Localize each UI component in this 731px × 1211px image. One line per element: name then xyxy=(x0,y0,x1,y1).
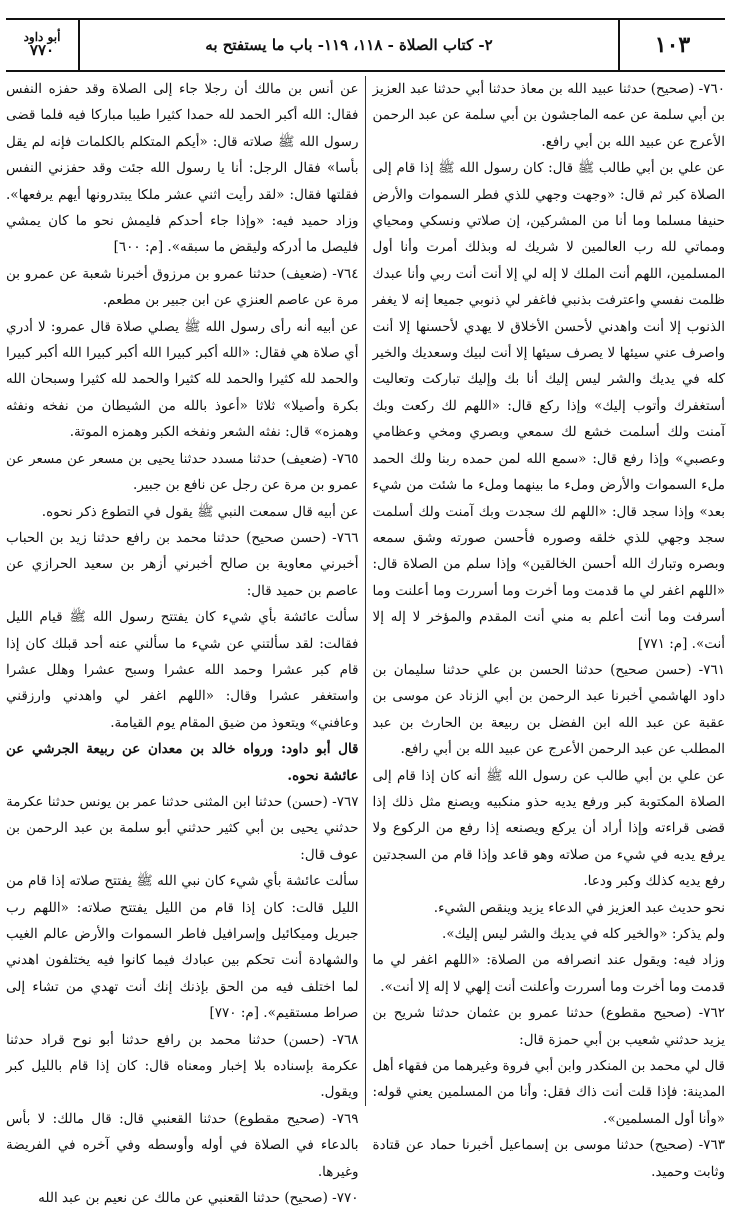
hadith-reference xyxy=(6,20,78,70)
hadith-769: ٧٦٩- (صحيح مقطوع) حدثنا القعنبي قال: قال مالك: لا بأس بالدعاء في الصلاة في أوله وأوسطه وفي آخره في الفريضة وغيرها. xyxy=(6,1110,359,1180)
hadith-767-text: سألت عائشة بأي شيء كان نبي الله ﷺ يفتتح صلاته إذا قام من الليل قالت: كان إذا قام من الليل يفتتح صلاته: «اللهم رب جبريل وميكائيل وإسرافيل فاطر السموات والأرض عالم الغيب والشهادة أنت تحكم بين عبادك فيما كانوا فيه يختلفون اهدني لما اختلف فيه من الحق بإذنك إنك أنت تهدي من تشاء إلى صراط مستقيم». [م: ٧٧٠] xyxy=(6,873,359,1022)
hadith-763-isnad: ٧٦٣- (صحيح) حدثنا موسى بن إسماعيل أخبرنا حماد عن قتادة وثابت وحميد. xyxy=(372,1137,725,1180)
hadith-765-isnad: ٧٦٥- (ضعيف) حدثنا مسدد حدثنا يحيى بن مسعر عن مسعر عن عمرو بن مرة عن رجل عن نافع بن جبير. xyxy=(6,450,359,494)
page-number: ١٠٣ xyxy=(618,20,725,70)
hadith-770-isnad: ٧٧٠- (صحيح) حدثنا القعنبي عن مالك عن نعيم بن عبد الله xyxy=(38,1190,359,1207)
hadith-760-isnad: ٧٦٠- (صحيح) حدثنا عبيد الله بن معاذ حدثنا أبي حدثنا عبد العزيز بن أبي سلمة عن عمه الماجشون بن أبي سلمة عن عبد الرحمن الأعرج عن عبيد الله بن أبي رافع. xyxy=(372,81,725,150)
hadith-764-text: عن أبيه أنه رأى رسول الله ﷺ يصلي صلاة قال عمرو: لا أدري أي صلاة هي فقال: «الله أكبر كبيرا الله أكبر كبيرا الله أكبر كبيرا والحمد لله كثيرا والحمد لله كثيرا والحمد لله كثيرا وسبحان الله بكرة وأصيلا» ثلاثا «أعوذ بالله من الشيطان من نفخه ونفثه وهمزه» قال: نفثه الشعر ونفخه الكبر وهمزه الموتة. xyxy=(6,318,359,441)
hadith-767-isnad: ٧٦٧- (حسن) حدثنا ابن المثنى حدثنا عمر بن يونس حدثنا عكرمة حدثني يحيى بن أبي كثير حدثني أبو سلمة بن عبد الرحمن بن عوف قال: xyxy=(6,793,359,863)
hadith-761-note-1: نحو حديث عبد العزيز في الدعاء يزيد وينقص الشيء. xyxy=(433,899,725,916)
reference-number: ٧٧٠ xyxy=(29,41,55,60)
hadith-760-text: عن علي بن أبي طالب ﷺ قال: كان رسول الله ﷺ إذا قام إلى الصلاة كبر ثم قال: «وجهت وجهي للذي فطر السموات والأرض حنيفا مسلما وما أنا من المشركين، إن صلاتي ونسكي ومحياي ومماتي لله رب العالمين لا شريك له وبذلك أمرت وأنا أول المسلمين، اللهم أنت الملك لا إله لي إلا أنت أنت ربي وأنا عبدك ظلمت نفسي واعترفت بذنبي فاغفر لي ذنوبي جميعا إنه لا يغفر الذنوب إلا أنت واهدني لأحسن الأخلاق لا يهدي لأحسنها إلا أنت واصرف عني سيئها لا يصرف سيئها إلا أنت لبيك وسعديك والخير كله في يديك والشر ليس إليك أنا بك وإليك تباركت وتعاليت أستغفرك وأتوب إليك» وإذا ركع قال: «اللهم لك ركعت وبك آمنت ولك أسلمت خشع لك سمعي وبصري ومخي وعظامي وعصبي» وإذا رفع قال: «سمع الله لمن حمده ربنا ولك الحمد ملء السموات والأرض وملء ما بينهما وملء ما شئت من شيء بعد» وإذا سجد قال: «اللهم لك سجدت وبك آمنت ولك أسلمت سجد وجهي للذي خلقه وصوره فأحسن صورته وشق سمعه وبصره وتبارك الله أحسن الخالقين» وإذا سلم من الصلاة قال: «اللهم اغفر لي ما قدمت وما أخرت وما أسررت وما أعلنت وما أسرفت وما أنت أعلم به مني أنت المقدم والمؤخر لا إله إلا أنت». [م: ٧٧١] xyxy=(372,160,725,652)
hadith-761-note-2: ولم يذكر: «والخير كله في يديك والشر ليس إليك». xyxy=(441,926,725,942)
abu-dawud-note: قال أبو داود: ورواه خالد بن معدان عن ربيعة الجرشي عن عائشة نحوه. xyxy=(6,741,359,784)
hadith-762-text: قال لي محمد بن المنكدر وابن أبي فروة وغيرهما من فقهاء أهل المدينة: فإذا قلت أنت ذاك فقل: وأنا من المسلمين يعني قوله: «وأنا أول المسلمين». xyxy=(372,1058,725,1127)
hadith-763-text: عن أنس بن مالك أن رجلا جاء إلى الصلاة وقد حفزه النفس فقال: الله أكبر الحمد لله حمدا كثيرا طيبا مباركا فيه فلما قضى رسول الله ﷺ صلاته قال: «أيكم المتكلم بالكلمات فإنه لم يقل بأسا» فقال الرجل: أنا يا رسول الله جئت وقد حفزني النفس فقلتها فقال: «لقد رأيت اثني عشر ملكا يبتدرونها أيهم يرفعها». وزاد حميد فيه: «وإذا جاء أحدكم فليمش نحو ما كان يمشي فليصل ما أدركه وليقض ما سبقه». [م: ٦٠٠] xyxy=(6,81,359,256)
chapter-title: ٢- كتاب الصلاة - ١١٨، ١١٩- باب ما يستفتح به xyxy=(78,20,618,70)
reference-source: أبو داود xyxy=(23,29,61,44)
hadith-766-text: سألت عائشة بأي شيء كان يفتتح رسول الله ﷺ قيام الليل فقالت: لقد سألتني عن شيء ما سألني عنه أحد قبلك كان إذا قام كبر عشرا وحمد الله عشرا وسبح عشرا وهلل عشرا واستغفر عشرا وقال: «اللهم اغفر لي واهدني وارزقني وعافني» ويتعوذ من ضيق المقام يوم القيامة. xyxy=(6,609,359,731)
running-header xyxy=(6,18,725,72)
hadith-768: ٧٦٨- (حسن) حدثنا محمد بن رافع حدثنا أبو نوح قراد حدثنا عكرمة بإسناده بلا إخبار ومعناه قال: كان إذا قام بالليل كبر ويقول. xyxy=(6,1031,359,1101)
text-columns xyxy=(6,76,725,1207)
hadith-764-isnad: ٧٦٤- (ضعيف) حدثنا عمرو بن مرزوق أخبرنا شعبة عن عمرو بن مرة عن عاصم العنزي عن ابن جبير بن مطعم. xyxy=(6,265,359,309)
hadith-761-isnad: ٧٦١- (حسن صحيح) حدثنا الحسن بن علي حدثنا سليمان بن داود الهاشمي أخبرنا عبد الرحمن بن أبي الزناد عن موسى بن عقبة عن عبد الله ابن الفضل بن ربيعة بن الحارث بن عبد المطلب عن عبد الرحمن الأعرج عن عبيد الله بن أبي رافع. xyxy=(372,661,725,758)
left-column xyxy=(6,76,366,1207)
hadith-766-isnad: ٧٦٦- (حسن صحيح) حدثنا محمد بن رافع حدثنا زيد بن الحباب أخبرني معاوية بن صالح أخبرني أزهر بن سعيد الحرازي عن عاصم بن حميد قال: xyxy=(6,529,359,599)
hadith-761-text: عن علي بن أبي طالب عن رسول الله ﷺ أنه كان إذا قام إلى الصلاة المكتوبة كبر ورفع يديه حذو منكبيه ويصنع مثل ذلك إذا قضى قراءته وإذا أراد أن يركع ويصنعه إذا رفع من الركوع ولا يرفع يديه في شيء من صلاته وهو قاعد وإذا قام من السجدتين رفع يديه كذلك وكبر ودعا. xyxy=(372,767,725,890)
hadith-762-isnad: ٧٦٢- (صحيح مقطوع) حدثنا عمرو بن عثمان حدثنا شريح بن يزيد حدثني شعيب بن أبي حمزة قال: xyxy=(372,1005,725,1048)
hadith-765-text: عن أبيه قال سمعت النبي ﷺ يقول في التطوع ذكر نحوه. xyxy=(41,503,359,520)
right-column xyxy=(367,76,726,1180)
hadith-761-addition: وزاد فيه: ويقول عند انصرافه من الصلاة: «اللهم اغفر لي ما قدمت وما أخرت وما أسررت وأعلنت أنت إلهي لا إله إلا أنت». xyxy=(372,952,725,995)
